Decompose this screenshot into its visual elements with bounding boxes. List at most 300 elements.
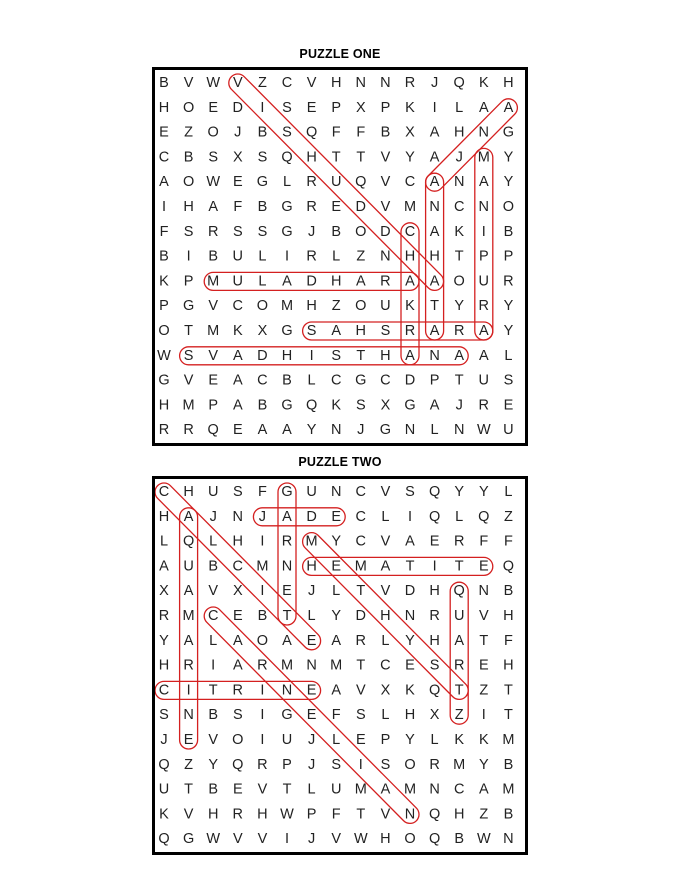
- grid-letter: I: [284, 248, 290, 265]
- grid-letter: Q: [502, 558, 515, 575]
- grid-letter: A: [429, 149, 440, 166]
- grid-letter: S: [380, 323, 391, 339]
- grid-letter: R: [257, 657, 268, 674]
- grid-letter: C: [330, 372, 342, 389]
- grid-letter: E: [232, 781, 243, 798]
- grid-letter: R: [453, 323, 465, 339]
- grid-letter: R: [478, 298, 490, 315]
- grid-letter: W: [476, 422, 491, 439]
- grid-letter: B: [257, 397, 268, 414]
- grid-letter: V: [380, 149, 391, 166]
- grid-letter: I: [309, 347, 314, 364]
- grid-letter: Z: [356, 248, 366, 265]
- grid-letter: G: [355, 372, 367, 389]
- word-highlight-svadhisthana: [180, 347, 469, 365]
- grid-letter: J: [258, 508, 267, 525]
- grid-letter: J: [357, 422, 365, 439]
- grid-letter: R: [306, 248, 317, 265]
- grid-letter: Y: [454, 298, 465, 315]
- grid-letter: V: [208, 298, 219, 315]
- grid-letter: I: [260, 99, 265, 116]
- grid-letter: P: [429, 372, 440, 389]
- grid-letter: A: [183, 508, 194, 525]
- grid-letter: E: [478, 657, 489, 674]
- grid-letter: S: [232, 223, 243, 240]
- grid-letter: J: [430, 75, 439, 91]
- grid-letter: D: [404, 583, 416, 600]
- grid-letter: E: [306, 632, 317, 649]
- grid-letter: H: [453, 124, 465, 141]
- grid-letter: V: [380, 583, 391, 600]
- grid-letter: N: [429, 347, 440, 364]
- grid-letter: M: [403, 199, 417, 215]
- grid-letter: O: [158, 323, 170, 339]
- grid-letter: G: [281, 397, 293, 414]
- grid-letter: C: [453, 199, 465, 215]
- grid-letter: V: [331, 831, 342, 848]
- grid-letter: E: [208, 372, 219, 389]
- grid-letter: R: [429, 608, 440, 624]
- grid-letter: E: [306, 682, 317, 699]
- grid-letter: D: [355, 199, 367, 215]
- grid-letter: Q: [305, 397, 318, 414]
- grid-letter: A: [454, 347, 465, 364]
- grid-letter: S: [282, 124, 292, 141]
- grid-letter: R: [232, 806, 244, 823]
- grid-letter: H: [380, 347, 391, 364]
- grid-letter: V: [380, 806, 391, 823]
- grid-letter: T: [331, 149, 341, 166]
- grid-letter: L: [307, 372, 316, 389]
- grid-letter: B: [208, 558, 219, 575]
- grid-letter: A: [429, 397, 440, 414]
- grid-letter: E: [503, 397, 514, 414]
- grid-letter: R: [257, 756, 268, 773]
- grid-letter: O: [207, 124, 219, 141]
- grid-letter: U: [330, 781, 342, 798]
- grid-letter: M: [207, 323, 220, 339]
- grid-letter: L: [381, 508, 390, 525]
- grid-letter: R: [404, 323, 416, 339]
- grid-letter: W: [206, 174, 221, 191]
- grid-letter: E: [306, 707, 317, 724]
- grid-letter: F: [479, 533, 489, 550]
- grid-letter: A: [183, 632, 194, 649]
- grid-letter: S: [282, 99, 292, 116]
- grid-letter: N: [306, 657, 317, 674]
- puzzle-one-grid: [152, 67, 528, 446]
- grid-letter: V: [208, 583, 219, 600]
- grid-letter: Y: [159, 632, 169, 649]
- grid-letter: M: [403, 781, 417, 798]
- grid-letter: I: [407, 508, 413, 525]
- grid-letter: L: [159, 533, 169, 550]
- grid-letter: D: [306, 508, 317, 525]
- grid-letter: Z: [479, 806, 489, 823]
- grid-letter: N: [478, 583, 490, 600]
- grid-letter: F: [331, 124, 341, 141]
- puzzle-one-canvas: [155, 70, 525, 443]
- grid-letter: A: [429, 124, 440, 141]
- grid-letter: F: [331, 806, 341, 823]
- grid-letter: A: [405, 533, 415, 550]
- grid-letter: W: [206, 831, 221, 848]
- grid-letter: E: [159, 124, 169, 141]
- grid-letter: V: [380, 533, 391, 550]
- grid-letter: A: [232, 372, 243, 389]
- grid-letter: R: [478, 397, 490, 414]
- grid-letter: E: [232, 422, 243, 439]
- grid-letter: A: [478, 347, 489, 364]
- grid-letter: A: [208, 199, 219, 215]
- grid-letter: O: [256, 298, 269, 315]
- grid-letter: U: [158, 781, 170, 798]
- grid-letter: A: [232, 347, 243, 364]
- grid-letter: A: [454, 632, 465, 649]
- grid-letter: A: [380, 558, 391, 575]
- grid-letter: B: [257, 608, 268, 624]
- grid-letter: R: [404, 75, 416, 91]
- grid-letter: P: [208, 397, 219, 414]
- grid-letter: B: [503, 756, 514, 773]
- grid-letter: K: [454, 732, 465, 748]
- grid-letter: E: [183, 732, 194, 748]
- grid-letter: S: [429, 657, 440, 674]
- grid-letter: N: [429, 781, 440, 798]
- grid-letter: P: [183, 273, 194, 290]
- grid-letter: R: [232, 682, 244, 699]
- grid-letter: L: [381, 632, 390, 649]
- grid-letter: F: [331, 707, 341, 724]
- grid-letter: H: [183, 199, 194, 215]
- grid-letter: N: [453, 174, 465, 191]
- grid-letter: M: [502, 732, 515, 748]
- grid-letter: W: [206, 75, 221, 91]
- grid-letter: R: [355, 632, 367, 649]
- grid-letter: G: [281, 223, 293, 240]
- grid-letter: H: [330, 273, 342, 290]
- grid-letter: J: [307, 223, 316, 240]
- grid-letter: K: [159, 273, 169, 290]
- grid-letter: C: [453, 781, 465, 798]
- grid-letter: Y: [503, 149, 514, 166]
- grid-letter: B: [257, 124, 268, 141]
- grid-letter: Y: [503, 174, 514, 191]
- grid-letter: R: [183, 422, 194, 439]
- grid-letter: C: [380, 657, 391, 674]
- grid-letter: I: [260, 732, 265, 748]
- grid-letter: M: [354, 781, 367, 798]
- grid-letter: X: [159, 583, 169, 600]
- grid-letter: A: [478, 781, 489, 798]
- grid-letter: S: [405, 484, 415, 500]
- grid-letter: H: [306, 149, 317, 166]
- grid-letter: Y: [503, 323, 514, 339]
- puzzle-two-canvas: [155, 479, 525, 852]
- grid-letter: M: [453, 756, 466, 773]
- grid-letter: L: [504, 347, 513, 364]
- grid-letter: I: [260, 707, 265, 724]
- grid-letter: N: [380, 248, 391, 265]
- grid-letter: K: [159, 806, 169, 823]
- grid-letter: C: [380, 372, 391, 389]
- grid-letter: V: [183, 372, 194, 389]
- grid-letter: Z: [479, 682, 489, 699]
- grid-letter: P: [380, 99, 391, 116]
- grid-letter: Z: [503, 508, 513, 525]
- grid-letter: Y: [331, 608, 342, 624]
- grid-letter: B: [208, 781, 219, 798]
- grid-letter: E: [232, 608, 243, 624]
- grid-letter: M: [182, 397, 195, 414]
- grid-letter: U: [232, 273, 244, 290]
- grid-letter: V: [380, 174, 391, 191]
- grid-letter: C: [355, 484, 367, 500]
- grid-letter: X: [380, 397, 391, 414]
- grid-letter: N: [281, 558, 293, 575]
- grid-letter: B: [331, 223, 342, 240]
- grid-letter: H: [380, 608, 391, 624]
- grid-letter: X: [429, 707, 440, 724]
- grid-letter: F: [503, 533, 513, 550]
- grid-letter: J: [209, 508, 217, 525]
- grid-letter: L: [307, 781, 316, 798]
- grid-letter: V: [257, 781, 268, 798]
- grid-letter: T: [479, 632, 489, 649]
- grid-letter: U: [503, 422, 514, 439]
- grid-letter: O: [355, 223, 367, 240]
- puzzle-two-grid: [152, 476, 528, 855]
- grid-letter: V: [183, 806, 194, 823]
- grid-letter: D: [404, 372, 416, 389]
- grid-letter: V: [232, 75, 243, 91]
- grid-letter: G: [379, 422, 392, 439]
- grid-letter: S: [503, 372, 514, 389]
- grid-letter: S: [257, 223, 268, 240]
- grid-letter: X: [380, 682, 391, 699]
- grid-letter: Q: [428, 831, 441, 848]
- grid-letter: L: [209, 533, 218, 550]
- puzzle-one-title: PUZZLE ONE: [299, 47, 381, 61]
- grid-letter: I: [260, 533, 265, 550]
- grid-letter: Z: [184, 124, 194, 141]
- grid-letter: P: [159, 298, 169, 315]
- grid-letter: L: [258, 248, 267, 265]
- grid-letter: P: [306, 806, 317, 823]
- grid-letter: I: [260, 682, 265, 699]
- grid-letter: G: [281, 199, 293, 215]
- grid-letter: M: [207, 273, 220, 290]
- grid-letter: P: [478, 248, 489, 265]
- grid-letter: Q: [453, 583, 465, 600]
- grid-letter: V: [478, 608, 489, 624]
- grid-letter: N: [281, 682, 293, 699]
- grid-letter: H: [158, 397, 170, 414]
- grid-letter: H: [429, 248, 440, 265]
- grid-letter: Y: [478, 756, 489, 773]
- grid-letter: I: [211, 657, 216, 674]
- grid-letter: N: [453, 422, 465, 439]
- grid-letter: X: [257, 323, 268, 339]
- grid-letter: K: [232, 323, 243, 339]
- grid-letter: R: [306, 174, 317, 191]
- grid-letter: Q: [478, 508, 490, 525]
- grid-letter: V: [183, 75, 194, 91]
- grid-letter: Y: [503, 298, 514, 315]
- grid-letter: U: [232, 248, 244, 265]
- grid-letter: S: [232, 484, 243, 500]
- grid-letter: R: [281, 533, 293, 550]
- grid-letter: B: [257, 199, 268, 215]
- grid-letter: A: [478, 323, 489, 339]
- grid-letter: G: [404, 397, 416, 414]
- grid-letter: A: [232, 657, 243, 674]
- puzzle-two-title: PUZZLE TWO: [298, 455, 382, 469]
- grid-letter: V: [355, 682, 366, 699]
- grid-letter: G: [281, 323, 293, 339]
- grid-letter: E: [306, 99, 317, 116]
- grid-letter: I: [481, 707, 486, 724]
- grid-letter: N: [404, 422, 416, 439]
- grid-letter: Z: [257, 75, 267, 91]
- grid-letter: G: [182, 298, 195, 315]
- grid-letter: R: [207, 223, 219, 240]
- grid-letter: L: [282, 174, 292, 191]
- grid-letter: N: [183, 707, 194, 724]
- grid-letter: Q: [428, 484, 441, 500]
- grid-letter: M: [280, 298, 294, 315]
- grid-letter: Z: [454, 707, 464, 724]
- grid-letter: A: [282, 273, 292, 290]
- grid-letter: F: [233, 199, 243, 215]
- grid-letter: V: [306, 75, 317, 91]
- grid-letter: J: [307, 732, 316, 748]
- grid-letter: W: [476, 831, 491, 848]
- grid-letter: H: [306, 298, 317, 315]
- grid-letter: T: [184, 323, 194, 339]
- grid-letter: K: [405, 298, 415, 315]
- grid-letter: P: [503, 248, 514, 265]
- grid-letter: O: [404, 831, 416, 848]
- grid-letter: J: [160, 732, 168, 748]
- grid-letter: D: [257, 347, 268, 364]
- grid-letter: Q: [453, 75, 465, 91]
- grid-letter: O: [453, 273, 465, 290]
- grid-letter: Q: [428, 682, 441, 699]
- grid-letter: L: [504, 484, 513, 500]
- grid-letter: F: [257, 484, 267, 500]
- grid-letter: V: [208, 732, 219, 748]
- grid-letter: L: [332, 732, 341, 748]
- grid-letter: J: [307, 831, 316, 848]
- grid-letter: B: [159, 75, 169, 91]
- grid-letter: D: [306, 273, 317, 290]
- grid-letter: C: [158, 149, 170, 166]
- grid-letter: C: [355, 533, 367, 550]
- grid-letter: X: [355, 99, 366, 116]
- grid-letter: L: [430, 422, 439, 439]
- grid-letter: M: [477, 149, 490, 166]
- grid-letter: E: [282, 583, 292, 600]
- grid-letter: R: [503, 273, 514, 290]
- grid-letter: S: [355, 707, 366, 724]
- grid-letter: J: [307, 756, 316, 773]
- grid-letter: O: [355, 298, 367, 315]
- word-highlight-quartz: [450, 582, 468, 724]
- grid-letter: C: [355, 508, 367, 525]
- grid-letter: B: [380, 124, 391, 141]
- grid-letter: Q: [281, 149, 293, 166]
- grid-letter: B: [282, 372, 292, 389]
- grid-letter: K: [405, 682, 415, 699]
- grid-letter: U: [281, 732, 293, 748]
- grid-letter: H: [355, 323, 367, 339]
- grid-letter: J: [455, 149, 463, 166]
- grid-letter: A: [405, 273, 415, 290]
- grid-letter: U: [306, 484, 317, 500]
- grid-letter: P: [380, 732, 391, 748]
- grid-letter: E: [232, 174, 243, 191]
- grid-letter: R: [429, 756, 440, 773]
- grid-letter: I: [432, 99, 437, 116]
- grid-letter: R: [183, 657, 194, 674]
- grid-letter: A: [429, 223, 440, 240]
- grid-letter: E: [405, 657, 415, 674]
- grid-letter: L: [209, 632, 218, 649]
- grid-letter: R: [306, 199, 317, 215]
- grid-letter: A: [282, 632, 292, 649]
- grid-letter: R: [380, 273, 391, 290]
- grid-letter: H: [503, 75, 514, 91]
- grid-letter: K: [454, 223, 465, 240]
- grid-letter: H: [404, 248, 416, 265]
- grid-letter: H: [330, 75, 342, 91]
- grid-letter: E: [429, 533, 440, 550]
- grid-letter: F: [356, 124, 366, 141]
- grid-letter: E: [331, 558, 342, 575]
- grid-letter: T: [356, 657, 366, 674]
- grid-letter: C: [207, 608, 219, 624]
- grid-letter: B: [159, 248, 169, 265]
- grid-letter: H: [281, 347, 293, 364]
- grid-letter: B: [183, 149, 194, 166]
- grid-letter: C: [281, 75, 293, 91]
- grid-letter: Q: [428, 508, 441, 525]
- grid-letter: P: [331, 99, 342, 116]
- grid-letter: I: [186, 682, 191, 699]
- grid-letter: A: [331, 323, 342, 339]
- grid-letter: Q: [207, 422, 219, 439]
- grid-letter: A: [405, 347, 415, 364]
- grid-letter: A: [331, 682, 342, 699]
- grid-letter: G: [281, 707, 293, 724]
- grid-letter: Y: [331, 533, 342, 550]
- grid-letter: T: [282, 608, 292, 624]
- grid-letter: N: [404, 608, 416, 624]
- grid-letter: A: [282, 508, 292, 525]
- grid-letter: N: [380, 75, 391, 91]
- grid-letter: L: [332, 583, 341, 600]
- grid-letter: Y: [405, 149, 415, 166]
- grid-letter: Z: [184, 756, 194, 773]
- grid-letter: S: [159, 707, 169, 724]
- grid-letter: P: [282, 756, 292, 773]
- grid-letter: S: [380, 756, 391, 773]
- grid-letter: M: [502, 781, 515, 798]
- grid-letter: I: [481, 223, 486, 240]
- grid-letter: A: [429, 323, 440, 339]
- grid-letter: S: [306, 323, 317, 339]
